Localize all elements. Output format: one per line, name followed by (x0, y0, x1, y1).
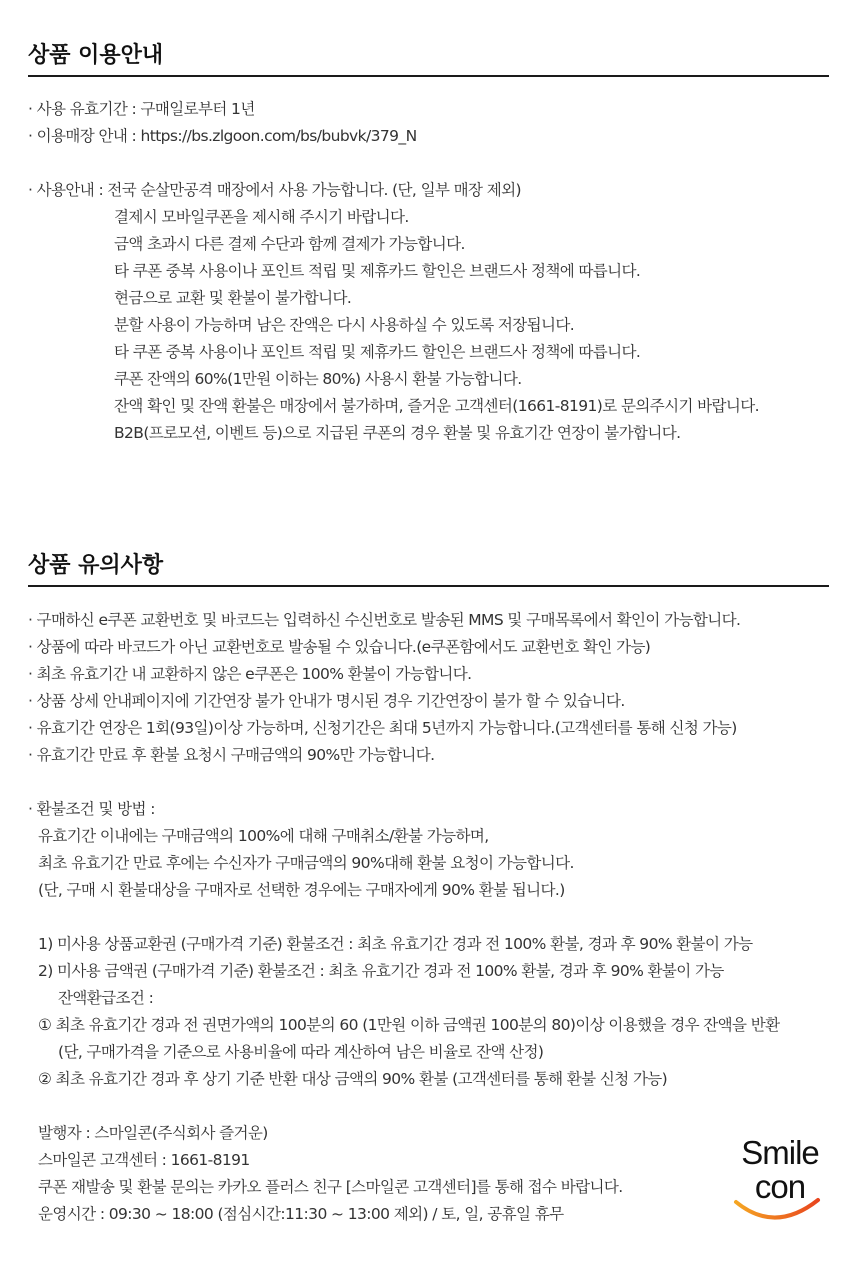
usage-note: 타 쿠폰 중복 사용이나 포인트 적립 및 제휴카드 할인은 브랜드사 정책에 따릅니다. (114, 343, 641, 361)
refund-condition-1: 1) 미사용 상품교환권 (구매가격 기준) 환불조건 : 최초 유효기간 경과 전 100% 환불, 경과 후 90% 환불이 가능 (38, 935, 753, 953)
notice-item: · 구매하신 e쿠폰 교환번호 및 바코드는 입력하신 수신번호로 발송된 MMS 및 구매목록에서 확인이 가능합니다. (28, 611, 741, 629)
logo-text-smile: Smile (741, 1134, 819, 1171)
customer-center-phone: 스마일콘 고객센터 : 1661-8191 (38, 1151, 250, 1169)
usage-note: 금액 초과시 다른 결제 수단과 함께 결제가 가능합니다. (114, 235, 465, 253)
usage-info-label: · 사용안내 : 전국 순살만공격 매장에서 사용 가능합니다. (단, 일부 매장 제외) (28, 181, 521, 199)
notice-item: · 유효기간 만료 후 환불 요청시 구매금액의 90%만 가능합니다. (28, 746, 435, 764)
usage-note: 현금으로 교환 및 환불이 불가합니다. (114, 289, 352, 307)
product-notice-section (28, 548, 829, 1228)
usage-note: 결제시 모바일쿠폰을 제시해 주시기 바랍니다. (114, 208, 409, 226)
reissue-inquiry-info: 쿠폰 재발송 및 환불 문의는 카카오 플러스 친구 [스마일콘 고객센터]를 통해 접수 바랍니다. (38, 1178, 623, 1196)
notice-item: · 최초 유효기간 내 교환하지 않은 e쿠폰은 100% 환불이 가능합니다. (28, 665, 472, 683)
balance-refund-label: 잔액환급조건 : (58, 989, 154, 1007)
refund-label: · 환불조건 및 방법 : (28, 800, 155, 818)
usage-note: B2B(프로모션, 이벤트 등)으로 지급된 쿠폰의 경우 환불 및 유효기간 연장이 불가합니다. (114, 424, 681, 442)
usage-note: 분할 사용이 가능하며 남은 잔액은 다시 사용하실 수 있도록 저장됩니다. (114, 316, 575, 334)
usage-note: 잔액 확인 및 잔액 환불은 매장에서 불가하며, 즐거운 고객센터(1661-8191)로 문의주시기 바랍니다. (114, 397, 759, 415)
notice-item: · 상품 상세 안내페이지에 기간연장 불가 안내가 명시된 경우 기간연장이 불가 할 수 있습니다. (28, 692, 625, 710)
refund-line: 최초 유효기간 만료 후에는 수신자가 구매금액의 90%대해 환불 요청이 가능합니다. (38, 854, 574, 872)
refund-line: 유효기간 이내에는 구매금액의 100%에 대해 구매취소/환불 가능하며, (38, 827, 489, 845)
notice-item: · 유효기간 연장은 1회(93일)이상 가능하며, 신청기간은 최대 5년까지 가능합니다.(고객센터를 통해 신청 가능) (28, 719, 737, 737)
smile-curve-icon (730, 1134, 830, 1224)
issuer-info: 발행자 : 스마일콘(주식회사 즐거운) (38, 1124, 268, 1142)
product-usage-section (28, 38, 829, 447)
balance-condition-1-note: (단, 구매가격을 기준으로 사용비율에 따라 계산하여 남은 비율로 잔액 산정) (58, 1043, 544, 1061)
refund-line: (단, 구매 시 환불대상을 구매자로 선택한 경우에는 구매자에게 90% 환불 됩니다.) (38, 881, 565, 899)
notice-item: · 상품에 따라 바코드가 아닌 교환번호로 발송될 수 있습니다.(e쿠폰함에서도 교환번호 확인 가능) (28, 638, 651, 656)
usage-note: 쿠폰 잔액의 60%(1만원 이하는 80%) 사용시 환불 가능합니다. (114, 370, 522, 388)
balance-condition-1: ① 최초 유효기간 경과 전 권면가액의 100분의 60 (1만원 이하 금액권 100분의 80)이상 이용했을 경우 잔액을 반환 (38, 1016, 780, 1034)
section-title-usage: 상품 이용안내 (28, 43, 164, 68)
refund-condition-2: 2) 미사용 금액권 (구매가격 기준) 환불조건 : 최초 유효기간 경과 전 100% 환불, 경과 후 90% 환불이 가능 (38, 962, 724, 980)
store-info-link[interactable]: · 이용매장 안내 : https://bs.zlgoon.com/bs/bubvk/379_N (28, 127, 417, 145)
usage-note: 타 쿠폰 중복 사용이나 포인트 적립 및 제휴카드 할인은 브랜드사 정책에 따릅니다. (114, 262, 641, 280)
operating-hours: 운영시간 : 09:30 ~ 18:00 (점심시간:11:30 ~ 13:00 제외) / 토, 일, 공휴일 휴무 (38, 1205, 564, 1223)
smilecon-logo (730, 1134, 830, 1224)
section-title-notice: 상품 유의사항 (28, 553, 164, 578)
validity-period: · 사용 유효기간 : 구매일로부터 1년 (28, 100, 255, 118)
balance-condition-2: ② 최초 유효기간 경과 후 상기 기준 반환 대상 금액의 90% 환불 (고객센터를 통해 환불 신청 가능) (38, 1070, 668, 1088)
logo-text-con: con (754, 1168, 806, 1205)
